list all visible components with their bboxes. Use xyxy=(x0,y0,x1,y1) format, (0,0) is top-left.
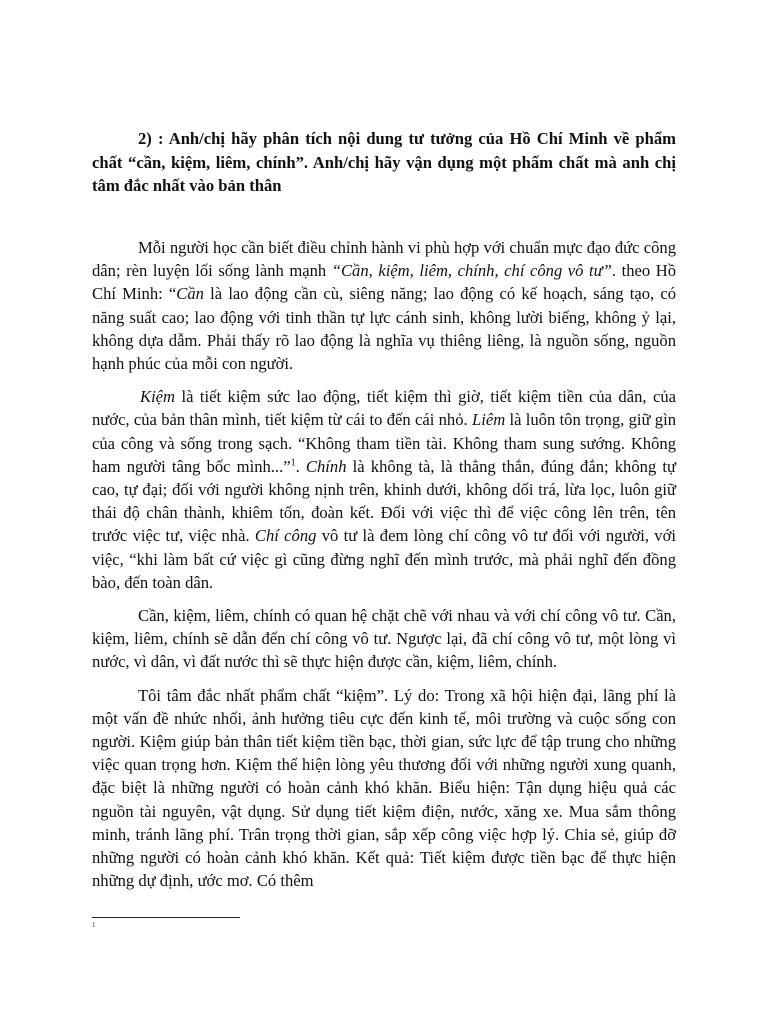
para2-italic-kiem: Kiệm xyxy=(140,387,176,407)
para1-text-3: là lao động cần cù, siêng năng; lao động có kế hoạch, sáng tạo, có năng suất cao; lao động với tinh thần tự lực cánh sinh, không lười biếng, không ỷ lại, không dựa dẫm. Phải thấy rõ lao động là nghĩa vụ thiêng liêng, là nguồn sống, nguồn hạnh phúc của mỗi con người. xyxy=(92,284,676,374)
footnote-reference[interactable]: 1 xyxy=(290,457,296,469)
paragraph-relationship: Cần, kiệm, liêm, chính có quan hệ chặt chẽ với nhau và với chí công vô tư. Cần, kiệm, liêm, chính sẽ dẫn đến chí công vô tư. Ngược lại, đã chí công vô tư, một lòng vì nước, vì dân, vì đất nước thì sẽ thực hiện được cần, kiệm, liêm, chính. xyxy=(92,606,676,672)
para2-text-1: là tiết kiệm sức lao động, tiết kiệm thì giờ, tiết kiệm tiền của dân, của nước, của bản thân mình, tiết kiệm từ cái to đến cái nhỏ. xyxy=(92,387,676,430)
para1-italic-can: Cần xyxy=(176,284,204,304)
footnote-number: 1 xyxy=(92,921,96,929)
question-heading: 2) : Anh/chị hãy phân tích nội dung tư tưởng của Hồ Chí Minh về phẩm chất “cần, kiệm, liêm, chính”. Anh/chị hãy vận dụng một phẩm chất mà anh chị tâm đắc nhất vào bản thân xyxy=(92,129,676,195)
para2-text-2: là luôn tôn trọng, giữ gìn của công và sống trong sạch. “Không tham tiền tài. Không tham sung sướng. Không ham người tâng bốc mình...” xyxy=(92,410,676,476)
para2-text-4: là không tà, là thẳng thắn, đúng đắn; không tự cao, tự đại; đối với người không nịnh trên, khinh dưới, không dối trá, lừa lọc, luôn giữ thái độ chân thành, khiêm tốn, đoàn kết. Đối với việc thì để việc công lên trên, tên trước việc tư, việc nhà. xyxy=(92,456,677,546)
para1-italic-motto: “Cần, kiệm, liêm, chính, chí công vô tư” xyxy=(331,261,612,281)
footnote-separator xyxy=(92,917,240,918)
para2-italic-chinh: Chính xyxy=(305,456,347,476)
para1-text-2: . theo Hồ Chí Minh: “ xyxy=(92,261,676,304)
essay-body xyxy=(92,236,676,902)
paragraph-personal-kiem: Tôi tâm đắc nhất phẩm chất “kiệm”. Lý do: Trong xã hội hiện đại, lãng phí là một vấn đề nhức nhối, ảnh hưởng tiêu cực đến kinh tế, môi trường và cuộc sống con người. Kiệm giúp bản thân tiết kiệm tiền bạc, thời gian, sức lực để tập trung cho những việc quan trọng hơn. Kiệm thể hiện lòng yêu thương đối với những người xung quanh, đặc biệt là những người có hoàn cảnh khó khăn. Biểu hiện: Tận dụng hiệu quả các nguồn tài nguyên, vật dụng. Sử dụng tiết kiệm điện, nước, xăng xe. Mua sắm thông minh, tránh lãng phí. Trân trọng thời gian, sắp xếp công việc hợp lý. Chia sẻ, giúp đỡ những người có hoàn cảnh khó khăn. Kết quả: Tiết kiệm được tiền bạc để thực hiện những dự định, ước mơ. Có thêm xyxy=(92,685,676,891)
para1-text-1: Mỗi người học cần biết điều chỉnh hành vi phù hợp với chuẩn mực đạo đức công dân; rèn luyện lối sống lành mạnh xyxy=(92,238,676,281)
para2-italic-liem: Liêm xyxy=(471,410,506,430)
para2-text-3: . xyxy=(295,456,306,476)
para2-italic-chi-cong: Chí công xyxy=(254,526,317,546)
paragraph-kiem-liem-chinh xyxy=(92,385,676,594)
paragraph-can xyxy=(92,236,676,375)
para2-text-5: vô tư là đem lòng chí công vô tư đối với người, với việc, “khi làm bất cứ việc gì cũng đừng nghĩ đến mình trước, mà phải nghĩ đến đồng bào, đến toàn dân. xyxy=(92,526,676,592)
